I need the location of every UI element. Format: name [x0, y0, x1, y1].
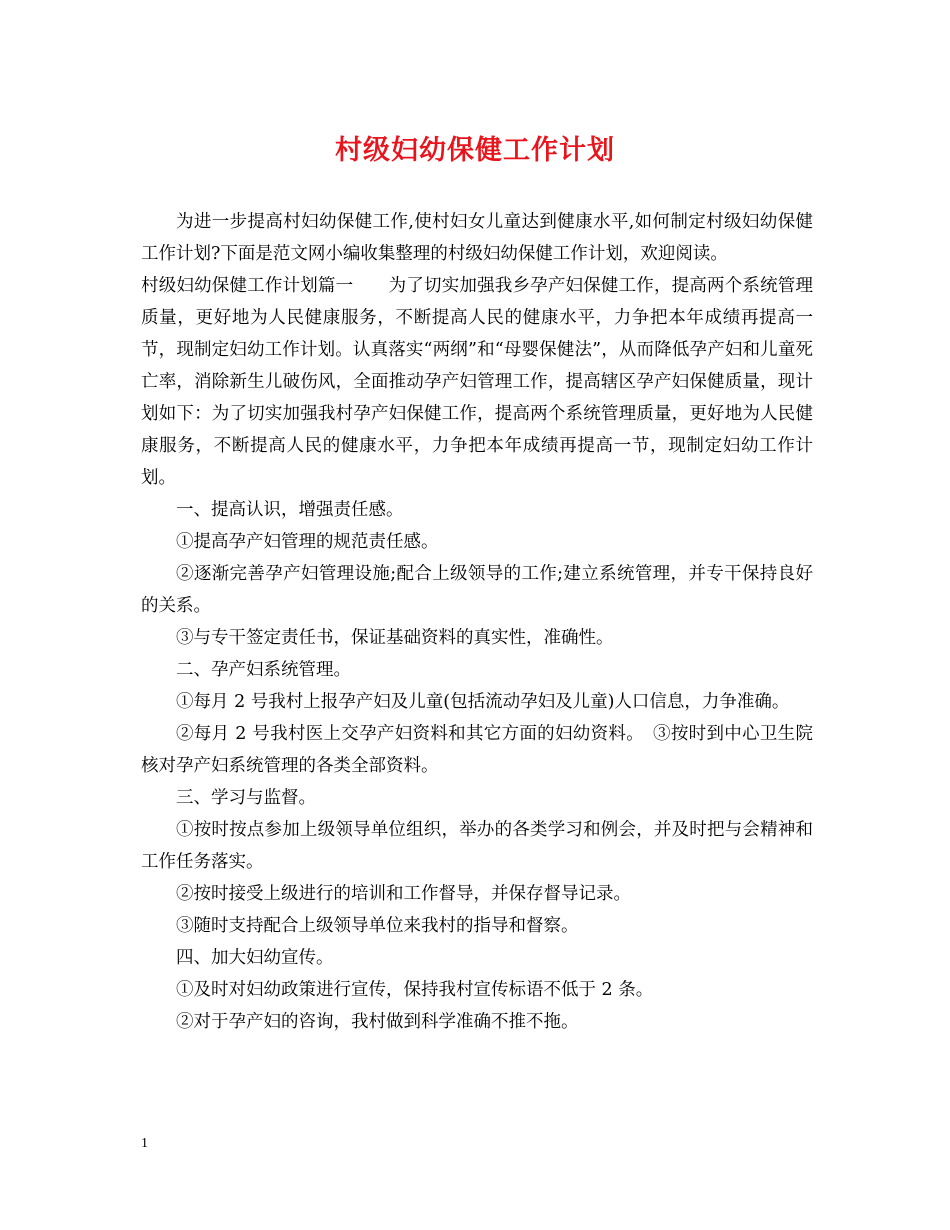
list-item: ③随时支持配合上级领导单位来我村的指导和督察。	[176, 916, 579, 936]
intro-paragraph: 为进一步提高村妇幼保健工作,使村妇女儿童达到健康水平,如何制定村级妇幼保健工作计划?下面是范文网小编收集整理的村级妇幼保健工作计划，欢迎阅读。	[141, 212, 813, 264]
list-item: ②按时接受上级进行的培训和工作督导，并保存督导记录。	[176, 884, 631, 904]
list-item: ②对于孕产妇的咨询，我村做到科学准确不推不拖。	[176, 1012, 579, 1032]
list-item: ①每月 2 号我村上报孕产妇及儿童(包括流动孕妇及儿童)人口信息，力争准确。	[176, 692, 790, 712]
section-heading-3: 三、学习与监督。	[176, 788, 316, 808]
list-item: ①提高孕产妇管理的规范责任感。	[176, 532, 439, 552]
section-heading-1: 一、提高认识，增强责任感。	[176, 500, 404, 520]
list-item: ①及时对妇幼政策进行宣传，保持我村宣传标语不低于 2 条。	[176, 980, 654, 1000]
list-item: ②逐渐完善孕产妇管理设施;配合上级领导的工作;建立系统管理，并专干保持良好的关系。	[141, 564, 813, 616]
list-item: ②每月 2 号我村医上交孕产妇资料和其它方面的妇幼资料。 ③按时到中心卫生院核对孕产妇系统管理的各类全部资料。	[141, 724, 813, 776]
page-number: 1	[141, 1136, 148, 1151]
section-heading-2: 二、孕产妇系统管理。	[176, 660, 351, 680]
section-heading-4: 四、加大妇幼宣传。	[176, 948, 334, 968]
list-item: ①按时按点参加上级领导单位组织，举办的各类学习和例会，并及时把与会精神和工作任务落实。	[141, 820, 813, 872]
plan-section-paragraph: 村级妇幼保健工作计划篇一 为了切实加强我乡孕产妇保健工作，提高两个系统管理质量，更好地为人民健康服务，不断提高人民的健康水平，力争把本年成绩再提高一节，现制定妇幼工作计划。认真落实“两纲”和“母婴保健法”，从而降低孕产妇和儿童死亡率，消除新生儿破伤风，全面推动孕产妇管理工作，提高辖区孕产妇保健质量，现计划如下：为了切实加强我村孕产妇保健工作，提高两个系统管理质量，更好地为人民健康服务，不断提高人民的健康水平，力争把本年成绩再提高一节，现制定妇幼工作计划。	[141, 276, 813, 488]
document-title: 村级妇幼保健工作计划	[335, 135, 615, 166]
list-item: ③与专干签定责任书，保证基础资料的真实性，准确性。	[176, 628, 614, 648]
document-body	[141, 206, 813, 1038]
